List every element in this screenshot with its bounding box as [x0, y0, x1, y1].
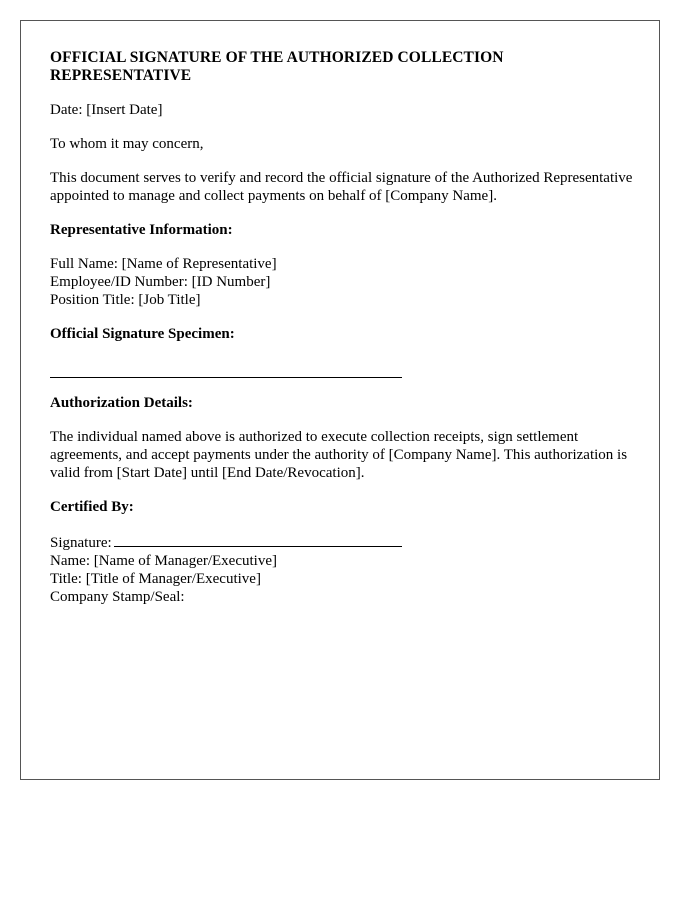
intro-paragraph: This document serves to verify and record the official signature of the Authorized Representative appointed to manage and collect payments on behalf of [Company Name]. [50, 170, 633, 204]
authorization-heading: Authorization Details: [50, 395, 193, 411]
rep-position: Position Title: [Job Title] [50, 292, 201, 308]
document-page [20, 20, 660, 780]
authorization-paragraph: The individual named above is authorized to execute collection receipts, sign settlement agreements, and accept payments under the authority of [Company Name]. This authorization is valid from [Start Date] until [End Date/Revocation]. [50, 429, 628, 481]
rep-info-heading: Representative Information: [50, 222, 233, 238]
certified-heading: Certified By: [50, 499, 134, 515]
certifier-name: Name: [Name of Manager/Executive] [50, 553, 277, 569]
certifier-signature-row [50, 532, 640, 552]
specimen-heading: Official Signature Specimen: [50, 326, 235, 342]
certifier-signature-line [114, 532, 402, 547]
signature-specimen-line [50, 359, 402, 378]
certifier-signature-label: Signature: [50, 535, 112, 551]
certified-block [50, 532, 640, 606]
document-content [50, 49, 640, 622]
company-stamp-label: Company Stamp/Seal: [50, 589, 185, 605]
certifier-title: Title: [Title of Manager/Executive] [50, 571, 261, 587]
rep-info-block [50, 255, 640, 309]
salutation: To whom it may concern, [50, 136, 204, 152]
document-title: OFFICIAL SIGNATURE OF THE AUTHORIZED COLLECTION REPRESENTATIVE [50, 49, 504, 84]
rep-employee-id: Employee/ID Number: [ID Number] [50, 274, 271, 290]
rep-full-name: Full Name: [Name of Representative] [50, 256, 277, 272]
date-line: Date: [Insert Date] [50, 102, 163, 118]
